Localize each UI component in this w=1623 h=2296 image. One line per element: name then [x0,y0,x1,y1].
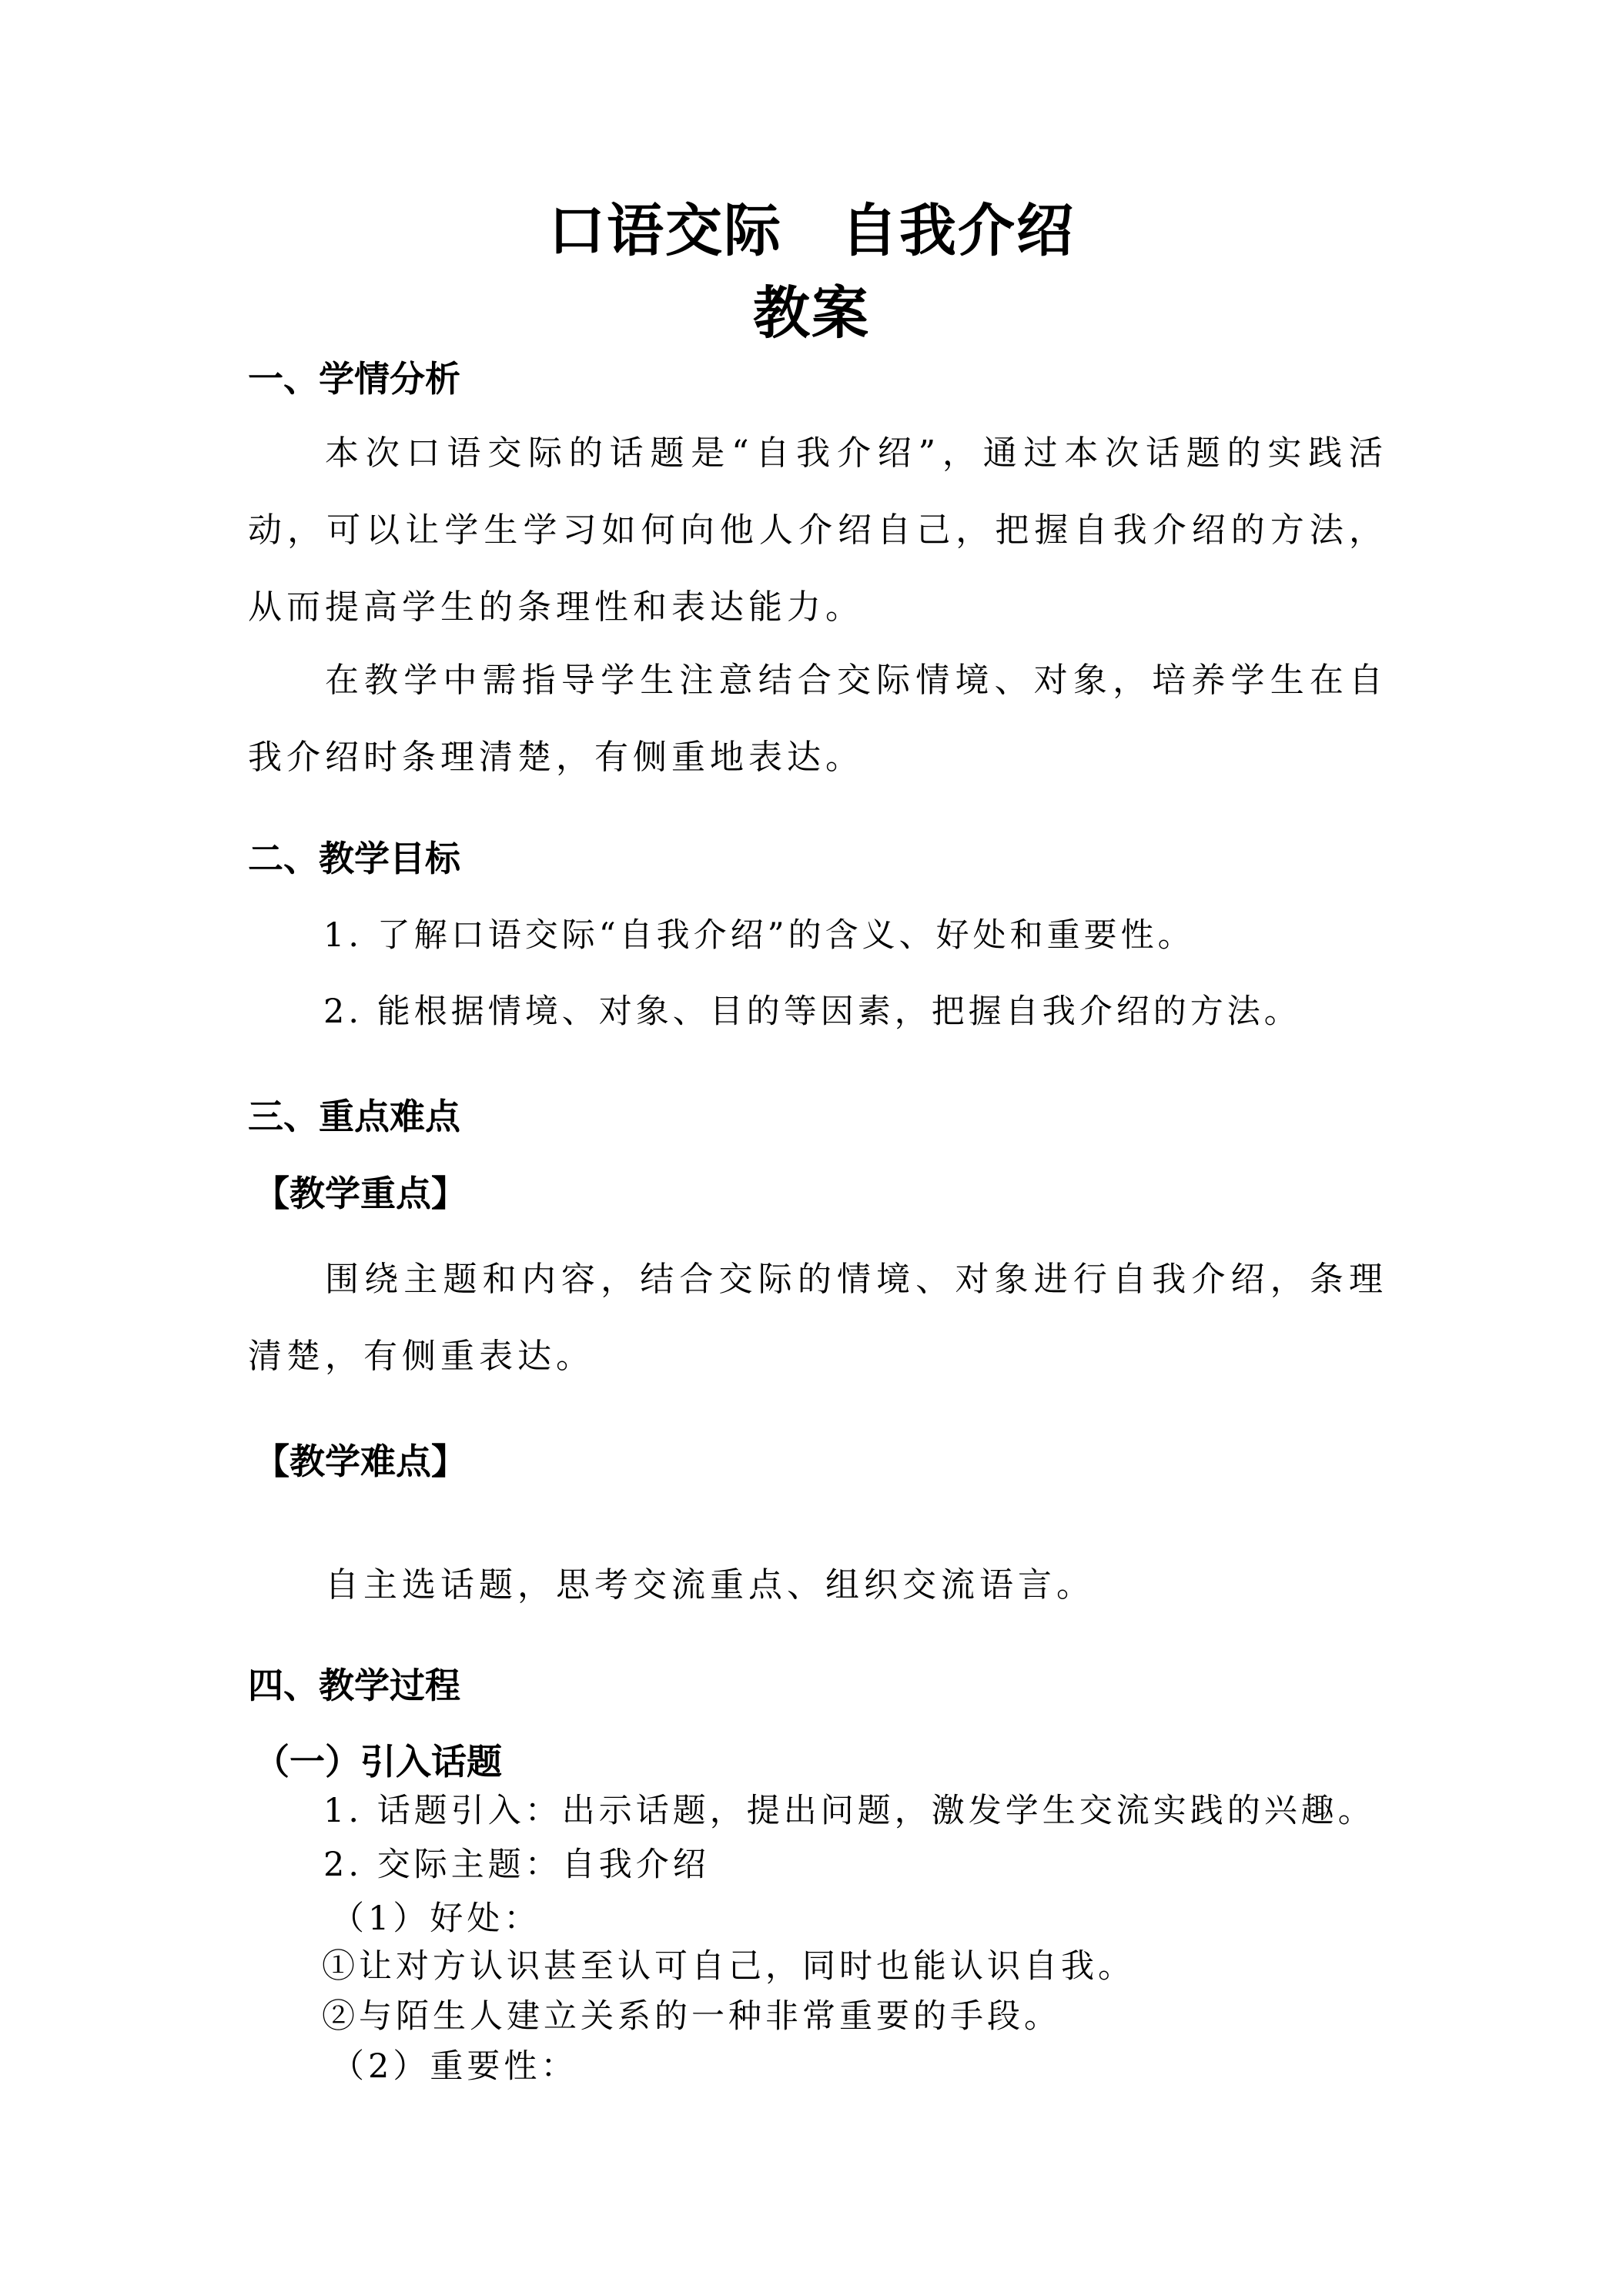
section-heading-analysis: 一、学情分析 [248,358,460,400]
objective-item: 1. 了解口语交际“自我介绍”的含义、好处和重要性。 [323,916,1195,955]
section-heading-process: 四、教学过程 [248,1665,460,1706]
document-subtitle: 教案 [753,280,870,346]
process-item: ①让对方认识甚至认可自己，同时也能认识自我。 [322,1947,1135,1986]
objective-item: 2. 能根据情境、对象、目的等因素，把握自我介绍的方法。 [323,992,1301,1031]
difficulty-heading: 【教学难点】 [254,1441,467,1482]
document-title: 口语交际 自我介绍 [548,198,1075,264]
process-item: （2）重要性： [331,2047,578,2086]
focus-heading: 【教学重点】 [254,1173,467,1214]
process-item: 1. 话题引入：出示话题，提出问题，激发学生交流实践的兴趣。 [323,1792,1375,1830]
process-item: 2. 交际主题：自我介绍 [323,1846,710,1884]
section-heading-key-points: 三、重点难点 [248,1096,460,1137]
paragraph-analysis-2: 在教学中需指导学生注意结合交际情境、对象，培养学生在自我介绍时条理清楚，有侧重地表达。 [248,661,1387,777]
sub-heading-intro: （一）引入话题 [254,1741,502,1782]
paragraph-analysis-1: 本次口语交际的话题是“自我介绍”，通过本次话题的实践活动，可以让学生学习如何向他人介绍自己，把握自我介绍的方法，从而提高学生的条理性和表达能力。 [248,433,1387,627]
process-item: ②与陌生人建立关系的一种非常重要的手段。 [322,1997,1061,2036]
process-item: （1）好处： [331,1899,541,1938]
focus-text: 围绕主题和内容，结合交际的情境、对象进行自我介绍，条理清楚，有侧重表达。 [248,1260,1387,1376]
difficulty-text: 自主选话题，思考交流重点、组织交流语言。 [325,1565,1095,1605]
section-heading-objectives: 二、教学目标 [248,838,460,879]
